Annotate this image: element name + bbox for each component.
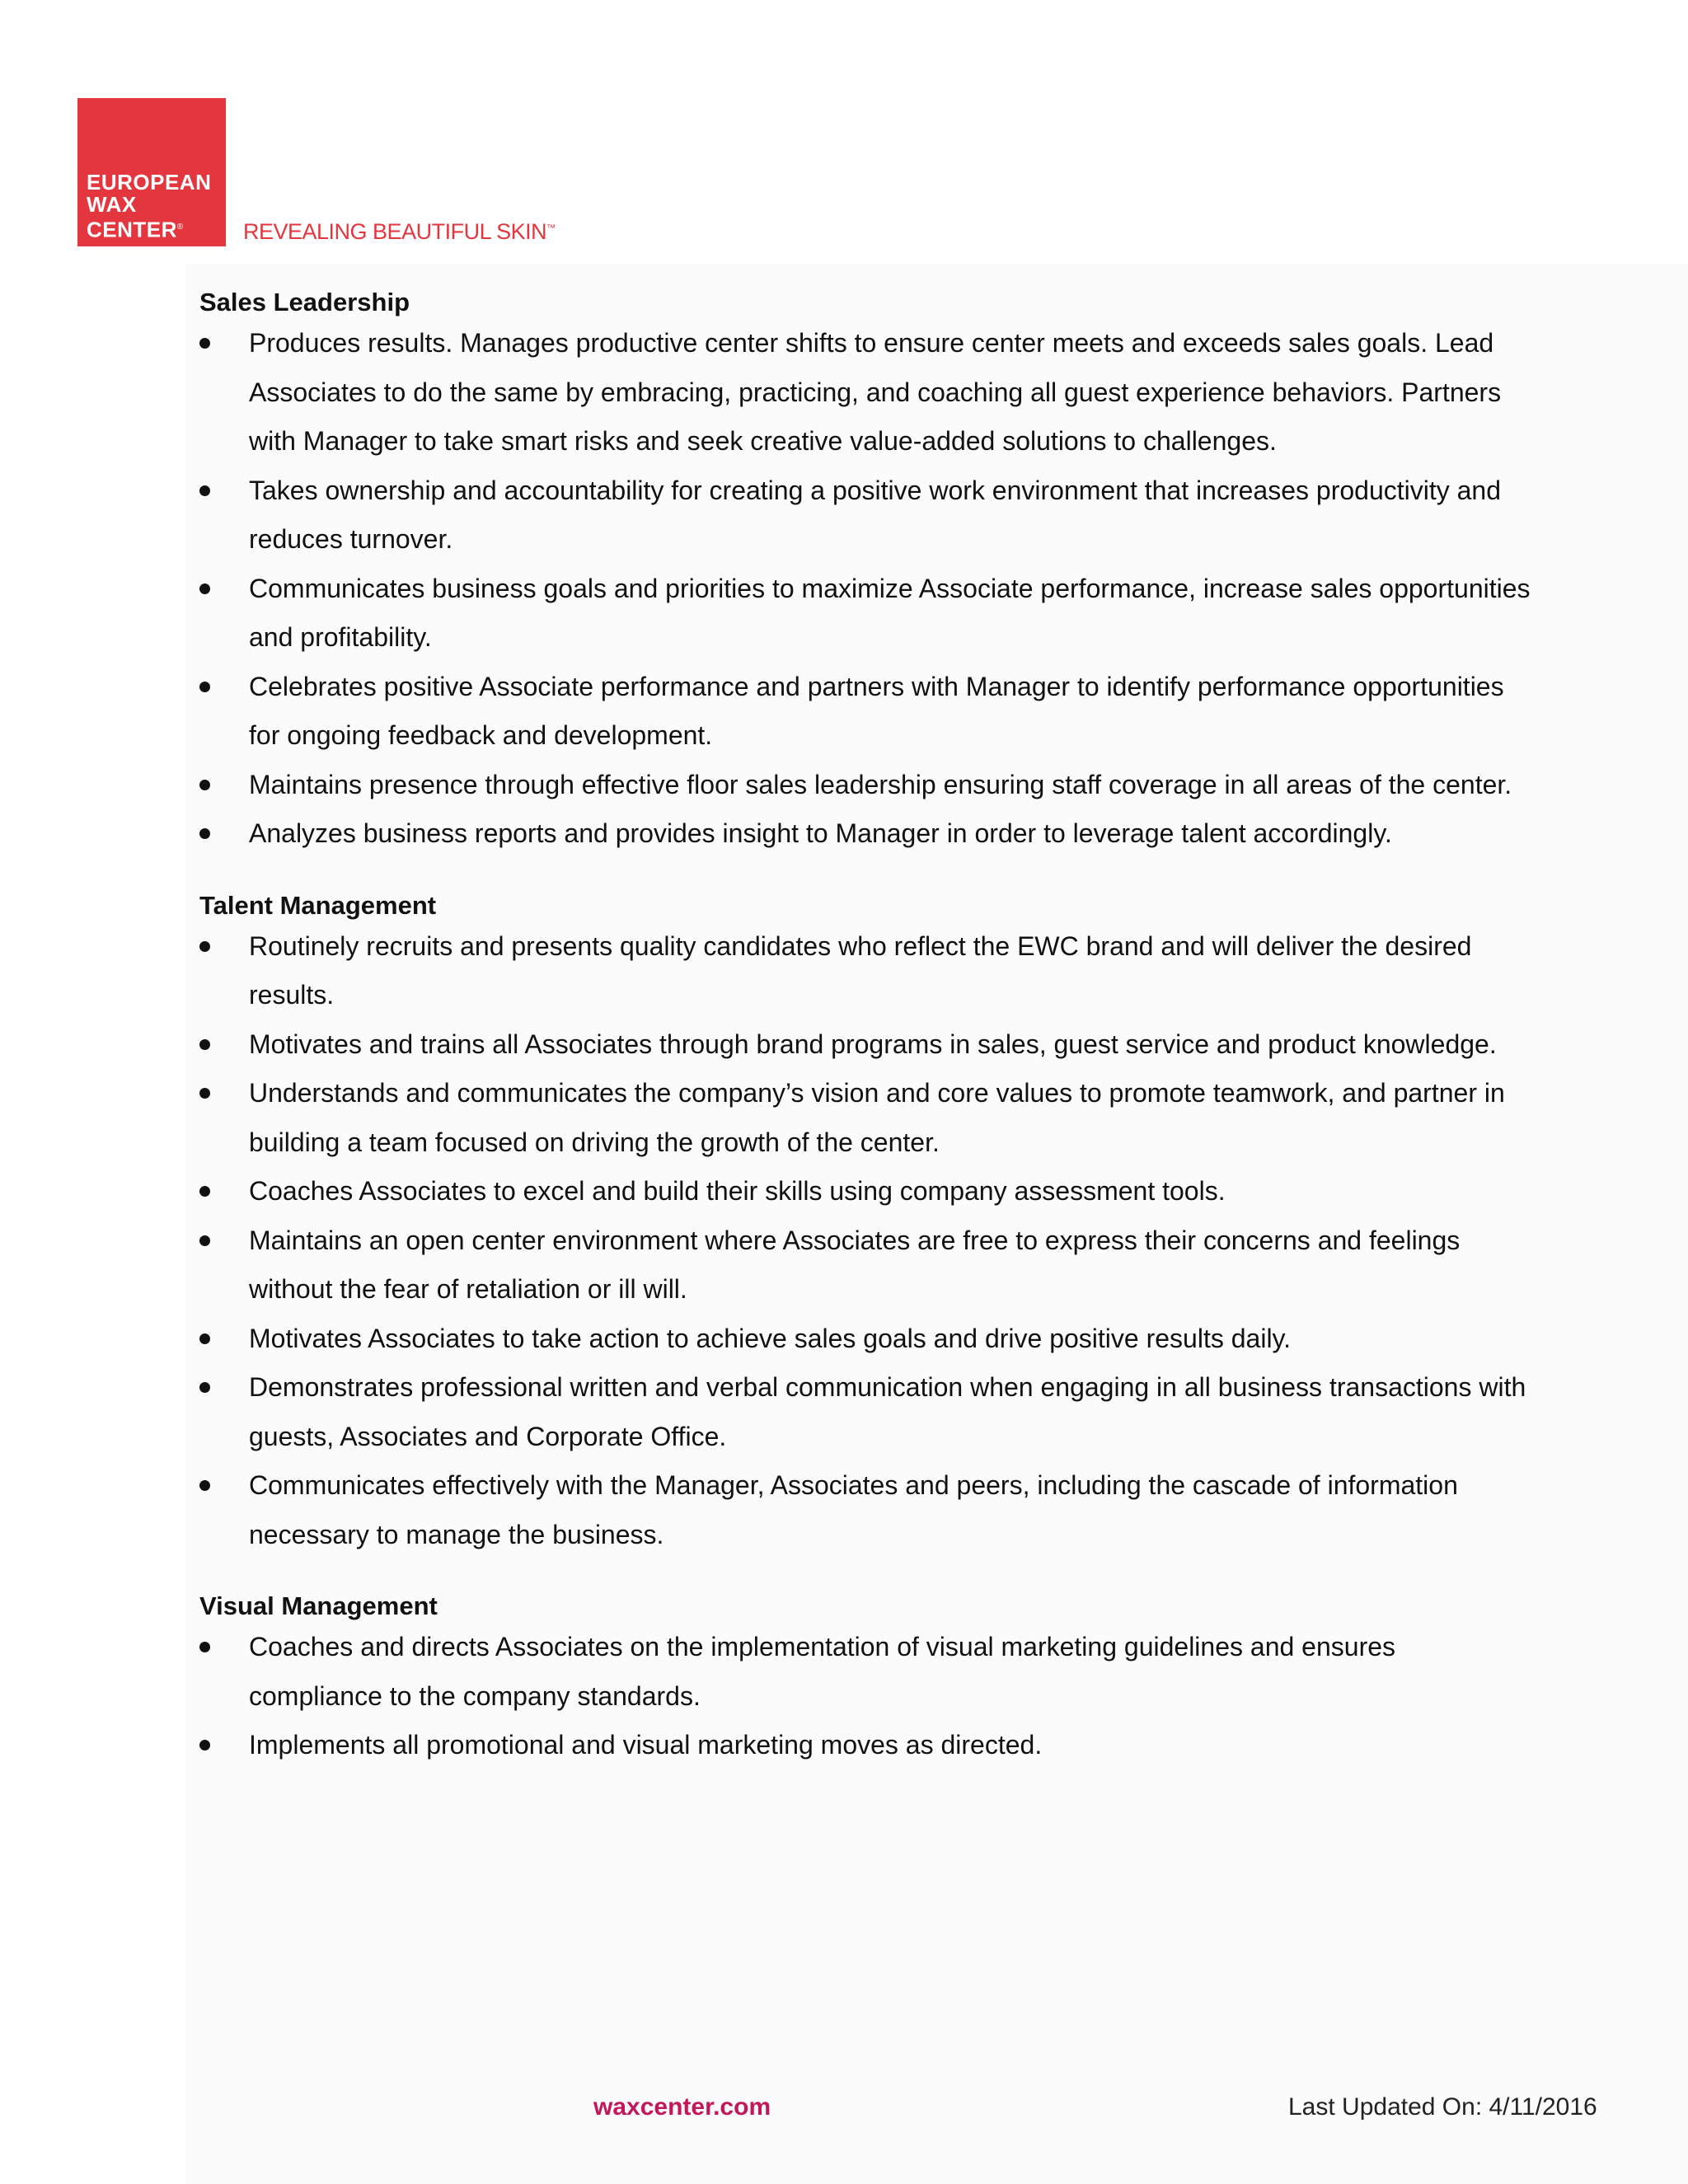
bullet-icon (199, 1333, 210, 1344)
bullet-icon (199, 485, 210, 496)
list-item (199, 466, 1535, 565)
list-item-text: Produces results. Manages productive center shifts to ensure center meets and exceeds sales goals. Lead Associates to do the same by embracing, practicing, and coaching all guest experience behaviors. Partners with Manager to take smart risks and seek creative value-added solutions to challenges. (249, 328, 1502, 456)
list-item (199, 809, 1535, 859)
bullet-list (199, 922, 1535, 1560)
bullet-icon (199, 1186, 210, 1197)
tagline-text: REVEALING BEAUTIFUL SKIN (243, 219, 547, 244)
section-title: Talent Management (199, 890, 437, 920)
list-item-text: Communicates effectively with the Manager, Associates and peers, including the cascade of information necessary to manage the business. (249, 1470, 1458, 1549)
logo-text-line-3-label: CENTER (87, 217, 177, 242)
list-item-text: Takes ownership and accountability for creating a positive work environment that increases productivity and reduces turnover. (249, 475, 1502, 554)
list-item-text: Motivates Associates to take action to achieve sales goals and drive positive results daily. (249, 1323, 1292, 1353)
list-item (199, 922, 1535, 1020)
list-item-text: Coaches Associates to excel and build their skills using company assessment tools. (249, 1176, 1226, 1206)
bullet-icon (199, 1382, 210, 1393)
bullet-list (199, 1623, 1535, 1770)
list-item-text: Communicates business goals and priorities to maximize Associate performance, increase sales opportunities and profitability. (249, 573, 1531, 652)
list-item (199, 663, 1535, 761)
list-item (199, 1721, 1535, 1770)
registered-mark: ® (176, 223, 184, 232)
section-talent-management (199, 889, 1535, 1560)
list-item (199, 1069, 1535, 1167)
section-title: Sales Leadership (199, 288, 410, 316)
bullet-icon (199, 1480, 210, 1491)
bullet-icon (199, 828, 210, 839)
logo-text-line-1: EUROPEAN (87, 170, 212, 194)
logo-text-line-3 (87, 216, 184, 241)
tagline (243, 216, 556, 244)
section-sales-leadership (199, 286, 1535, 859)
trademark-mark: ™ (546, 223, 556, 233)
list-item (199, 761, 1535, 810)
list-item (199, 1315, 1535, 1364)
list-item (199, 1363, 1535, 1461)
document-body (199, 286, 1535, 1801)
bullet-list (199, 319, 1535, 859)
bullet-icon (199, 780, 210, 790)
bullet-icon (199, 338, 210, 349)
bullet-icon (199, 941, 210, 952)
bullet-icon (199, 1235, 210, 1246)
list-item (199, 1167, 1535, 1216)
list-item-text: Maintains presence through effective floor sales leadership ensuring staff coverage in all areas of the center. (249, 769, 1512, 799)
bullet-icon (199, 1039, 210, 1050)
last-updated-text: Last Updated On: 4/11/2016 (1288, 2093, 1597, 2121)
bullet-icon (199, 583, 210, 594)
list-item (199, 1623, 1535, 1721)
list-item-text: Analyzes business reports and provides insight to Manager in order to leverage talent accordingly. (249, 818, 1392, 848)
list-item-text: Understands and communicates the company’s vision and core values to promote teamwork, and partner in building a team focused on driving the growth of the center. (249, 1078, 1505, 1157)
section-title: Visual Management (199, 1591, 438, 1620)
list-item (199, 1461, 1535, 1559)
bullet-icon (199, 1740, 210, 1750)
section-visual-management (199, 1590, 1535, 1770)
bullet-icon (199, 1642, 210, 1652)
website-link[interactable]: waxcenter.com (593, 2093, 771, 2121)
list-item-text: Coaches and directs Associates on the implementation of visual marketing guidelines and ensures compliance to the company standards. (249, 1632, 1396, 1711)
list-item-text: Celebrates positive Associate performance and partners with Manager to identify performance opportunities for ongoing feedback and development. (249, 671, 1504, 750)
bullet-icon (199, 1088, 210, 1099)
logo-text-line-2: WAX (87, 192, 137, 217)
list-item (199, 1216, 1535, 1315)
list-item-text: Motivates and trains all Associates through brand programs in sales, guest service and product knowledge. (249, 1029, 1497, 1059)
list-item (199, 565, 1535, 663)
list-item (199, 319, 1535, 466)
bullet-icon (199, 682, 210, 692)
list-item-text: Routinely recruits and presents quality candidates who reflect the EWC brand and will deliver the desired results. (249, 930, 1472, 1010)
list-item-text: Maintains an open center environment where Associates are free to express their concerns and feelings without the fear of retaliation or ill will. (249, 1225, 1461, 1304)
list-item-text: Implements all promotional and visual marketing moves as directed. (249, 1730, 1043, 1760)
list-item (199, 1020, 1535, 1070)
list-item-text: Demonstrates professional written and verbal communication when engaging in all business transactions with guests, Associates and Corporate Office. (249, 1372, 1526, 1451)
